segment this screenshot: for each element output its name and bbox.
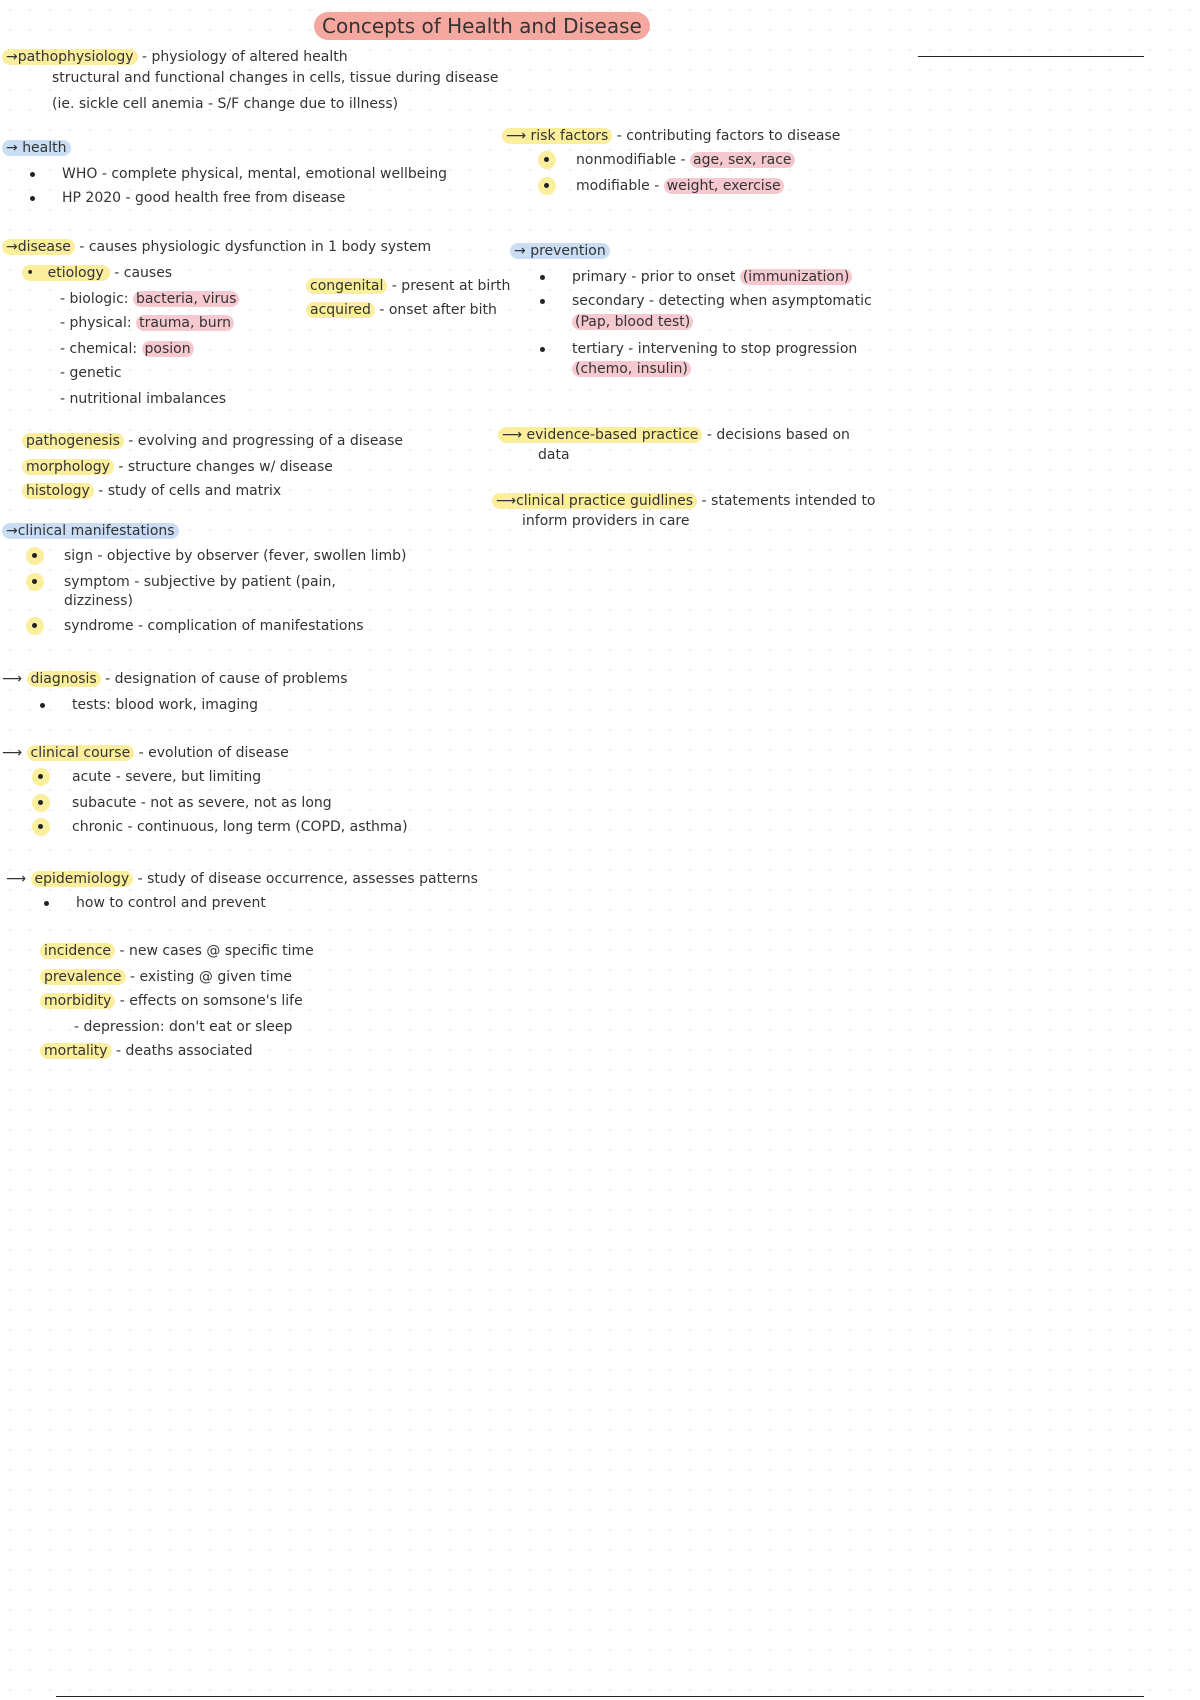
pathogenesis-term: pathogenesis [22, 433, 124, 449]
bullet-icon [540, 299, 545, 304]
bullet-icon [538, 177, 556, 195]
bullet-icon [540, 275, 545, 280]
bullet-icon: • [26, 265, 48, 281]
arrow-icon: ⟶ [502, 427, 527, 443]
incidence-line: incidence - new cases @ specific time [40, 942, 314, 960]
acquired-definition: - onset after bith [374, 302, 497, 318]
etiology-physical: - physical: trauma, burn [60, 314, 234, 332]
manifestation-syndrome: syndrome - complication of manifestations [64, 618, 364, 634]
bullet-icon [32, 768, 50, 786]
arrow-icon: ⟶ [506, 128, 531, 144]
bottom-rule [56, 1696, 1144, 1697]
mortality-term: mortality [40, 1043, 112, 1059]
clinical-course-heading: ⟶ clinical course - evolution of disease [2, 745, 289, 761]
bullet-icon [30, 172, 35, 177]
pathophysiology-term: pathophysiology [17, 49, 134, 65]
ebp-line-2: data [538, 447, 570, 463]
disease-term: disease [17, 239, 71, 255]
course-subacute: subacute - not as severe, not as long [72, 795, 332, 811]
modifiable-examples: weight, exercise [664, 178, 784, 194]
risk-factors-term: risk factors [530, 128, 609, 144]
health-item-who: WHO - complete physical, mental, emotional wellbeing [62, 166, 448, 182]
etiology-definition: - causes [109, 265, 173, 281]
pathogenesis-line: pathogenesis - evolving and progressing of a disease [22, 432, 403, 450]
ebp-term: evidence-based practice [526, 427, 699, 443]
morphology-line: morphology - structure changes w/ disease [22, 458, 333, 476]
risk-modifiable: modifiable - weight, exercise [576, 177, 784, 195]
diagnosis-term: diagnosis [27, 671, 101, 687]
page-title: Concepts of Health and Disease [314, 12, 650, 40]
bullet-icon [32, 794, 50, 812]
epidemiology-heading: ⟶ epidemiology - study of disease occurrence, assesses patterns [6, 871, 478, 887]
arrow-icon: → [514, 243, 531, 259]
epidemiology-term: epidemiology [31, 871, 134, 887]
arrow-icon: ⟶ [2, 745, 27, 761]
etiology-nutritional: - nutritional imbalances [60, 391, 227, 407]
ebp-heading: ⟶ evidence-based practice - decisions based on [498, 426, 850, 444]
course-chronic: chronic - continuous, long term (COPD, asthma) [72, 819, 408, 835]
health-heading [2, 139, 71, 157]
arrow-icon: → [6, 239, 18, 255]
chemical-examples: posion [142, 341, 194, 357]
bullet-icon [538, 151, 556, 169]
pathophysiology-line-3: (ie. sickle cell anemia - S/F change due to illness) [52, 96, 399, 112]
prevention-secondary-example: (Pap, blood test) [572, 313, 693, 331]
mortality-line: mortality - deaths associated [40, 1042, 253, 1060]
acquired-term: acquired [306, 302, 375, 318]
bullet-icon [40, 703, 45, 708]
pathophysiology-line-2: structural and functional changes in cells, tissue during disease [52, 70, 499, 86]
prevention-primary: primary - prior to onset (immunization) [572, 268, 852, 286]
congenital-term: congenital [306, 278, 387, 294]
cpg-heading: ⟶clinical practice guidlines - statements intended to [492, 492, 876, 510]
bullet-icon [32, 818, 50, 836]
morphology-term: morphology [22, 459, 114, 475]
diagnosis-heading: ⟶ diagnosis - designation of cause of problems [2, 671, 348, 687]
arrow-icon: ⟶ [2, 671, 27, 687]
etiology-term: etiology [47, 265, 104, 281]
disease-heading [2, 238, 431, 256]
clinical-manifestations-heading [2, 522, 179, 540]
arrow-icon: →pathophysiology [2, 49, 138, 65]
etiology-chemical: - chemical: posion [60, 340, 194, 358]
diagnosis-tests: tests: blood work, imaging [72, 697, 259, 713]
health-item-hp2020: HP 2020 - good health free from disease [62, 190, 346, 206]
primary-example: (immunization) [740, 269, 852, 285]
etiology-biologic: - biologic: bacteria, virus [60, 290, 239, 308]
congenital-line [306, 277, 510, 295]
pathophysiology-heading [2, 48, 348, 66]
arrow-icon: ⟶ [6, 871, 31, 887]
manifestation-symptom-cont: dizziness) [64, 593, 133, 609]
arrow-icon: → [6, 140, 23, 156]
prevalence-line: prevalence - existing @ given time [40, 968, 292, 986]
course-acute: acute - severe, but limiting [72, 769, 262, 785]
prevention-secondary: secondary - detecting when asymptomatic [572, 293, 872, 309]
risk-factors-heading: ⟶ risk factors - contributing factors to disease [502, 127, 840, 145]
physical-examples: trauma, burn [136, 315, 234, 331]
etiology-line [22, 264, 172, 282]
prevention-term: prevention [530, 243, 606, 259]
prevalence-term: prevalence [40, 969, 126, 985]
cpg-term: clinical practice guidlines [516, 493, 694, 509]
morbidity-line: morbidity - effects on somsone's life [40, 992, 303, 1010]
acquired-line [306, 301, 497, 319]
bullet-icon [26, 573, 44, 591]
bullet-icon [540, 347, 545, 352]
morbidity-example: - depression: don't eat or sleep [74, 1019, 293, 1035]
incidence-term: incidence [40, 943, 115, 959]
histology-line: histology - study of cells and matrix [22, 482, 281, 500]
nonmodifiable-examples: age, sex, race [690, 152, 794, 168]
epidemiology-control: how to control and prevent [76, 895, 266, 911]
clinical-manifestations-term: clinical manifestations [17, 523, 175, 539]
bullet-icon [26, 617, 44, 635]
morbidity-term: morbidity [40, 993, 115, 1009]
disease-definition: - causes physiologic dysfunction in 1 body system [74, 239, 432, 255]
risk-nonmodifiable: nonmodifiable - age, sex, race [576, 151, 795, 169]
prevention-tertiary-example: (chemo, insulin) [572, 360, 691, 378]
clinical-course-term: clinical course [27, 745, 135, 761]
cpg-line-2: inform providers in care [522, 513, 690, 529]
pathophysiology-definition: - physiology of altered health [137, 49, 348, 65]
health-term: health [22, 140, 67, 156]
manifestation-symptom: symptom - subjective by patient (pain, [64, 574, 336, 590]
bullet-icon [30, 196, 35, 201]
prevention-tertiary: tertiary - intervening to stop progression [572, 341, 858, 357]
bullet-icon [44, 901, 49, 906]
top-right-rule [918, 56, 1144, 57]
histology-term: histology [22, 483, 94, 499]
bullet-icon [26, 547, 44, 565]
manifestation-sign: sign - objective by observer (fever, swollen limb) [64, 548, 407, 564]
arrow-icon: ⟶ [496, 493, 517, 509]
arrow-icon: → [6, 523, 18, 539]
prevention-heading [510, 242, 610, 260]
etiology-genetic: - genetic [60, 365, 122, 381]
congenital-definition: - present at birth [387, 278, 511, 294]
biologic-examples: bacteria, virus [133, 291, 240, 307]
